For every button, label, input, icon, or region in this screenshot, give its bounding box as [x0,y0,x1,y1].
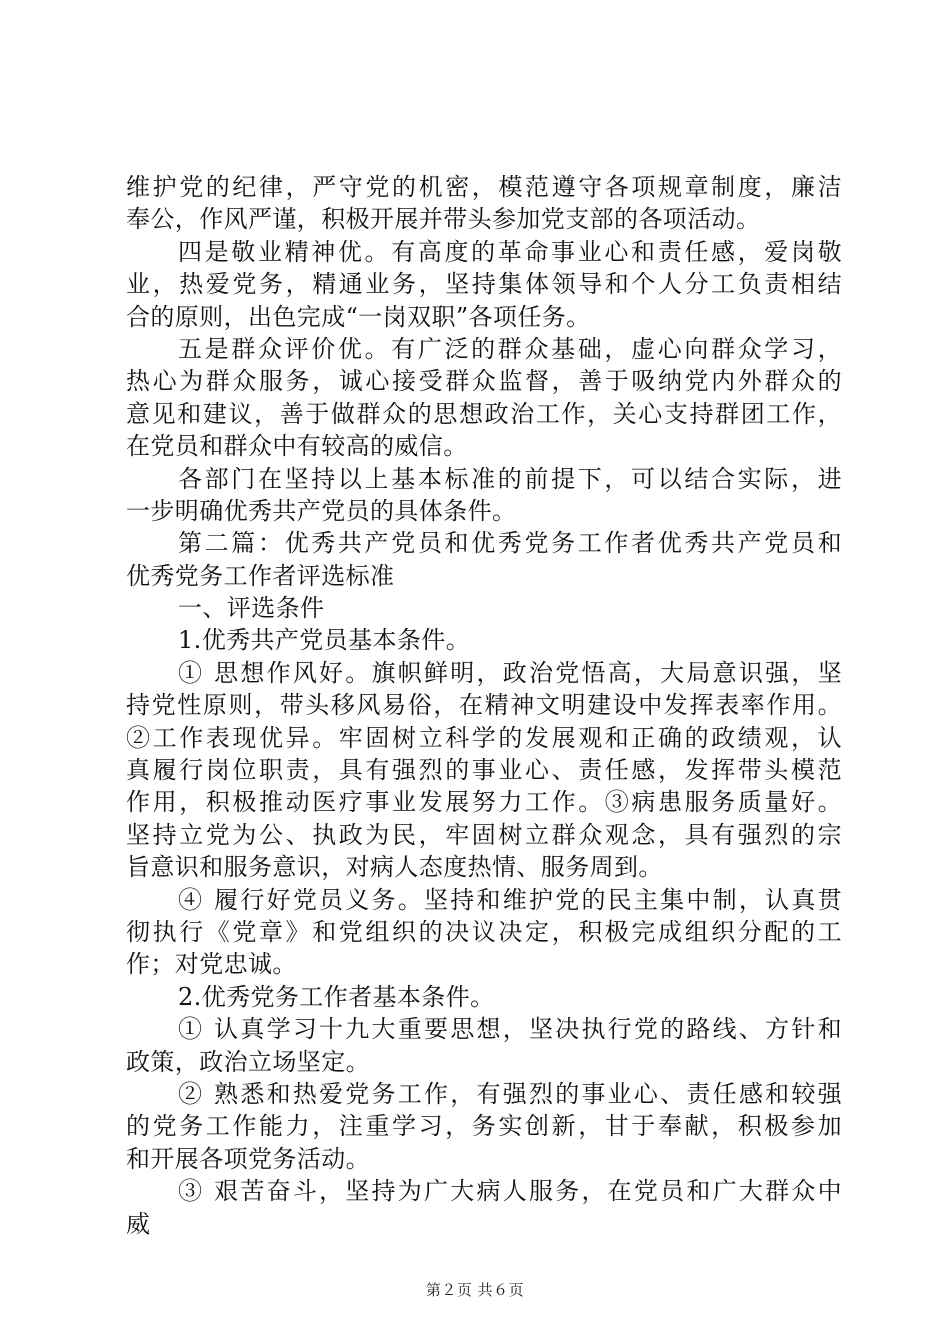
text-line: ① 思想作风好。旗帜鲜明，政治党悟高，大局意识强，坚 [178,658,842,687]
text-line: ②工作表现优异。牢固树立科学的发展观和正确的政绩观，认 [126,723,842,752]
text-line: 奉公，作风严谨，积极开展并带头参加党支部的各项活动。 [126,205,761,234]
document-body [126,171,842,1240]
text-line: 作用，积极推动医疗事业发展努力工作。③病患服务质量好。 [126,788,842,817]
text-line: 在党员和群众中有较高的威信。 [126,432,468,461]
text-line: 四是敬业精神优。有高度的革命事业心和责任感，爱岗敬 [178,237,842,266]
text-line: 真履行岗位职责，具有强烈的事业心、责任感，发挥带头模范 [126,756,842,785]
text-line: 威 [126,1209,151,1238]
text-line: 五是群众评价优。有广泛的群众基础，虚心向群众学习， [178,334,842,363]
text-line: 业，热爱党务，精通业务，坚持集体领导和个人分工负责相结 [126,270,842,299]
text-line: 维护党的纪律，严守党的机密，模范遵守各项规章制度，廉洁 [126,173,842,201]
text-line: 和开展各项党务活动。 [126,1144,370,1173]
text-line: ④ 履行好党员义务。坚持和维护党的民主集中制，认真贯 [178,885,842,914]
text-line: 作；对党忠诚。 [126,950,297,979]
text-line: 优秀党务工作者评选标准 [126,561,395,590]
text-line: 彻执行《党章》和党组织的决议决定，积极完成组织分配的工 [126,917,842,946]
text-line: 持党性原则，带头移风易俗，在精神文明建设中发挥表率作用。 [126,691,842,720]
text-line: 第二篇：优秀共产党员和优秀党务工作者优秀共产党员和 [178,529,842,558]
text-line: 一、评选条件 [178,594,325,623]
text-line: ① 认真学习十九大重要思想，坚决执行党的路线、方针和 [178,1015,842,1044]
page-footer: 第２页 共６页 [425,1281,525,1299]
text-line: 一步明确优秀共产党员的具体条件。 [126,496,517,525]
text-line: 的党务工作能力，注重学习，务实创新，甘于奉献，积极参加 [126,1112,842,1141]
text-line: 政策，政治立场坚定。 [126,1047,370,1076]
text-line: 热心为群众服务，诚心接受群众监督，善于吸纳党内外群众的 [126,367,842,396]
text-line: 2.优秀党务工作者基本条件。 [178,982,495,1011]
text-line: 坚持立党为公、执政为民，牢固树立群众观念，具有强烈的宗 [126,820,842,849]
text-line: ③ 艰苦奋斗，坚持为广大病人服务，在党员和广大群众中 [178,1177,842,1206]
text-line: 1.优秀共产党员基本条件。 [178,626,471,655]
text-line: 意见和建议，善于做群众的思想政治工作，关心支持群团工作， [126,399,842,428]
text-line: ② 熟悉和热爱党务工作，有强烈的事业心、责任感和较强 [178,1079,842,1108]
text-line: 合的原则，出色完成“一岗双职”各项任务。 [126,302,591,331]
text-line: 各部门在坚持以上基本标准的前提下，可以结合实际，进 [178,464,842,493]
text-line: 旨意识和服务意识，对病人态度热情、服务周到。 [126,853,663,882]
